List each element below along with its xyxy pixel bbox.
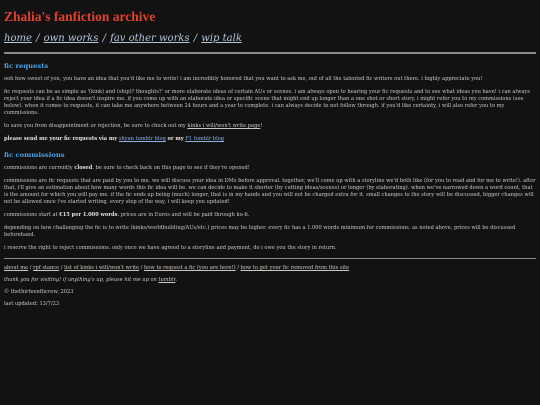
status-prefix: commissions are currently <box>4 165 75 171</box>
footer-link-rpf-stance[interactable]: rpf stance <box>33 265 60 271</box>
kinks-note-suffix: ! <box>260 123 263 129</box>
shyan-tumblr-link[interactable]: shyan tumblr blog <box>118 136 166 142</box>
nav-separator: / <box>36 33 40 44</box>
commissions-status <box>4 165 536 172</box>
nav-home-link[interactable]: home <box>4 33 32 44</box>
nav-separator: / <box>102 33 106 44</box>
footer-separator: / <box>140 265 143 271</box>
pricing-rate: €15 per 1.000 words <box>59 212 118 218</box>
pricing-prefix: commissions start at <box>4 212 60 218</box>
fic-commissions-heading: fic commissions <box>4 151 65 159</box>
footer-thanks <box>4 277 536 283</box>
fic-requests-intro: ooh how sweet of you, you have an idea that you'd like me to write! i am incredibly honored that you want to ask me, out of all the talented fic writers out there. i highly appreciate you! <box>4 76 483 82</box>
commissions-details: commissions are fic requests that are paid by you to me. we will discuss your idea in DMs before approval. together, we'll come up with a storyline we'd both like (for you to read and for me to write!). after that, i'll give an estimation about how many words this fic idea will be. we can decide to make it shorter (by cutting ideas/scenes) or longer (by elaborating). when we've narrowed down a word count, that is the amount for which you will pay me. if the fic ends up being (much) longer, that is in my hands and you will not be charged extra for it. small changes to the story will be discussed, bigger changes will not be allowed once i've started writing. every step of the way, i will keep you updated! <box>4 178 536 205</box>
commissions-pricing <box>4 212 536 219</box>
commissions-price-note: depending on how challenging the fic is to write (kinks/worldbuilding/AUs/etc.) prices may be higher. every fic has a 1.000 words minimum for commissions. as noted above, prices will be discussed beforehand. <box>4 225 516 238</box>
nav-own-works-link[interactable]: own works <box>43 33 99 44</box>
fic-requests-heading: fic requests <box>4 62 49 70</box>
footer-link-kinks-list[interactable]: list of kinks i will/won't write <box>64 265 140 271</box>
status-suffix: . be sure to check back on this page to see if they're opened! <box>92 165 250 171</box>
footer-separator: / <box>60 265 63 271</box>
footer-tumblr-link[interactable]: tumblr <box>158 277 176 283</box>
header-divider <box>4 52 536 54</box>
kinks-note-prefix: to save you from disappointment or rejection, be sure to check out my <box>4 123 188 129</box>
kinks-page-link[interactable]: kinks i will/won't write page <box>187 123 261 129</box>
nav-fav-other-works-link[interactable]: fav other works <box>110 33 190 44</box>
nav-separator: / <box>193 33 198 44</box>
nav-wip-talk-link[interactable]: wip talk <box>201 33 242 44</box>
pricing-suffix: . prices are in Euros and will be paid through ko-fi. <box>117 212 250 218</box>
thanks-prefix: thank you for visiting! if anything's up, please hit me up on <box>4 277 159 283</box>
commissions-rights-note: i reserve the right to reject commissions. only once we have agreed to a storyline and payment, do i owe you the story in return. <box>4 245 337 251</box>
copyright: © thethirteenthcrow, 2023 <box>4 289 74 295</box>
last-updated: last updated: 13/7/23 <box>4 301 60 307</box>
thanks-suffix: . <box>175 277 177 283</box>
footer-link-fic-removal[interactable]: how to get your fic removed from this site <box>240 265 350 271</box>
status-closed: closed <box>74 165 93 171</box>
send-note-bold: please send me your fic requests via my <box>4 136 118 142</box>
footer-separator: / <box>237 265 239 271</box>
send-note-or: or my <box>167 136 184 142</box>
fic-requests-kinks-note <box>4 123 536 130</box>
fic-requests-send-note <box>4 136 536 143</box>
footer-divider <box>4 258 536 259</box>
main-nav <box>4 33 536 44</box>
footer-links <box>4 265 536 271</box>
f1-tumblr-link[interactable]: F1 tumblr blog <box>185 136 225 142</box>
site-title: Zhalia's fanfiction archive <box>4 9 156 24</box>
footer-separator: / <box>29 265 32 271</box>
fic-requests-details: fic requests can be as simple as '(kink) and (ship)? thoughts?' or more elaborate ideas of certain AUs or scenes. i am always open to hearing your fic requests and to see what ideas you have! i can always reject your idea if a fic idea doesn't inspire me. if you come up with an elaborate idea or specific scene that might end up longer than a one shot or short story, i might refer you to my commissions (see below). when it comes to requests, it can take me anywhere between 24 hours and a year to complete. i can always decide to not follow through. if you'd like certainty, i will also refer you to my commissions. <box>4 89 530 116</box>
footer-link-request-fic[interactable]: how to request a fic (you are here!) <box>144 265 236 271</box>
footer-link-about-me[interactable]: about me <box>4 265 29 271</box>
